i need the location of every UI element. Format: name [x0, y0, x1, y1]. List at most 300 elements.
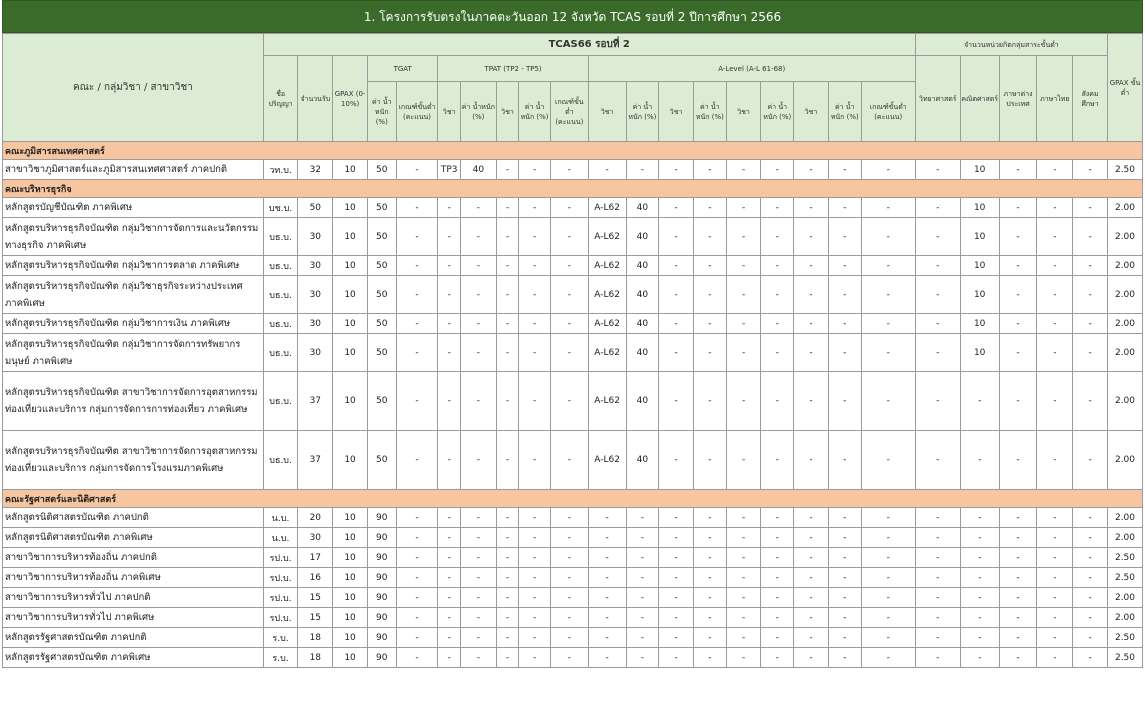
foreign-credit-cell: - — [999, 648, 1037, 668]
tpat-weight-2-cell: - — [519, 256, 551, 276]
science-credit-cell: - — [915, 198, 960, 218]
tpat-subject-2-cell: - — [496, 548, 518, 568]
math-credit-cell: - — [960, 628, 999, 648]
alevel-subject-3-cell: - — [726, 256, 761, 276]
table-row — [3, 568, 1143, 588]
tgat-min-cell: - — [396, 198, 438, 218]
thai-header: ภาษาไทย — [1037, 56, 1073, 142]
table-row — [3, 508, 1143, 528]
alevel-weight-3-cell: - — [761, 314, 794, 334]
gpax-min-cell: 2.00 — [1108, 276, 1143, 314]
alevel-subject-3-cell: - — [726, 218, 761, 256]
alevel-weight-1-cell: - — [626, 548, 659, 568]
science-credit-cell: - — [915, 314, 960, 334]
tpat-weight-1-cell: - — [460, 588, 496, 608]
tgat-min-cell: - — [396, 431, 438, 490]
gpax-min-cell: 2.00 — [1108, 608, 1143, 628]
alevel-header: A-Level (A-L 61-68) — [588, 56, 915, 82]
social-credit-cell: - — [1073, 218, 1108, 256]
alevel-subject-4-cell: - — [794, 508, 829, 528]
tgat-weight-cell: 50 — [367, 198, 396, 218]
tpat-weight-1-cell: - — [460, 568, 496, 588]
alevel-weight-4-cell: - — [828, 608, 861, 628]
alevel-weight-2-cell: - — [693, 314, 726, 334]
alevel-min-cell: - — [861, 256, 915, 276]
table-body — [3, 142, 1143, 668]
gpax-weight-cell: 10 — [333, 218, 368, 256]
thai-credit-cell: - — [1037, 648, 1073, 668]
tpat-weight-2-cell: - — [519, 508, 551, 528]
tpat-weight-1-cell: - — [460, 648, 496, 668]
tgat-min-cell: - — [396, 648, 438, 668]
gpax-min-cell: 2.50 — [1108, 628, 1143, 648]
tpat-subject-1-cell: - — [438, 528, 460, 548]
alevel-subject-3-cell: - — [726, 548, 761, 568]
tgat-min-cell: - — [396, 548, 438, 568]
tpat-subject-1-cell: - — [438, 568, 460, 588]
program-name-cell: หลักสูตรบริหารธุรกิจบัณฑิต กลุ่มวิชาการจัดการทรัพยากรมนุษย์ ภาคพิเศษ — [3, 334, 264, 372]
alevel-weight-3-cell: - — [761, 588, 794, 608]
gpax-min-cell: 2.50 — [1108, 160, 1143, 180]
tpat-weight-1-cell: - — [460, 608, 496, 628]
alevel-subject-1-cell: A-L62 — [588, 372, 626, 431]
table-row — [3, 528, 1143, 548]
tpat-subject-1-cell: - — [438, 548, 460, 568]
gpax-weight-cell: 10 — [333, 160, 368, 180]
alevel-weight-3-header: ค่า น้ำหนัก (%) — [761, 82, 794, 142]
gpax-weight-cell: 10 — [333, 314, 368, 334]
thai-credit-cell: - — [1037, 372, 1073, 431]
tpat-weight-1-cell: - — [460, 276, 496, 314]
tgat-weight-cell: 50 — [367, 431, 396, 490]
gpax-weight-cell: 10 — [333, 588, 368, 608]
alevel-min-header: เกณฑ์ขั้นต่ำ (คะแนน) — [861, 82, 915, 142]
alevel-subject-3-cell: - — [726, 528, 761, 548]
social-credit-cell: - — [1073, 548, 1108, 568]
tcas-group-header: TCAS66 รอบที่ 2 — [263, 34, 915, 56]
program-name-cell: หลักสูตรบริหารธุรกิจบัณฑิต สาขาวิชาการจัดการอุตสาหกรรมท่องเที่ยวและบริการ กลุ่มการจัดการการท่องเที่ยว ภาคพิเศษ — [3, 372, 264, 431]
alevel-min-cell: - — [861, 314, 915, 334]
tpat-weight-1-cell: - — [460, 528, 496, 548]
alevel-subject-4-cell: - — [794, 568, 829, 588]
alevel-subject-3-cell: - — [726, 314, 761, 334]
alevel-weight-2-cell: - — [693, 648, 726, 668]
alevel-subject-4-cell: - — [794, 648, 829, 668]
table-row — [3, 218, 1143, 256]
alevel-subject-2-cell: - — [659, 608, 694, 628]
alevel-subject-2-cell: - — [659, 548, 694, 568]
tpat-header: TPAT (TP2 - TP5) — [438, 56, 588, 82]
science-credit-cell: - — [915, 608, 960, 628]
foreign-credit-cell: - — [999, 508, 1037, 528]
tpat-weight-2-cell: - — [519, 372, 551, 431]
alevel-weight-4-cell: - — [828, 431, 861, 490]
math-credit-cell: 10 — [960, 334, 999, 372]
alevel-subject-4-cell: - — [794, 431, 829, 490]
alevel-subject-4-cell: - — [794, 588, 829, 608]
math-credit-cell: 10 — [960, 218, 999, 256]
alevel-weight-3-cell: - — [761, 218, 794, 256]
tgat-weight-cell: 90 — [367, 508, 396, 528]
tpat-weight-2-cell: - — [519, 568, 551, 588]
tpat-weight-2-cell: - — [519, 431, 551, 490]
degree-cell: ร.บ. — [263, 648, 298, 668]
table-row — [3, 314, 1143, 334]
alevel-min-cell: - — [861, 568, 915, 588]
social-credit-cell: - — [1073, 198, 1108, 218]
tpat-weight-2-cell: - — [519, 588, 551, 608]
program-name-cell: หลักสูตรรัฐศาสตรบัณฑิต ภาคปกติ — [3, 628, 264, 648]
alevel-subject-2-header: วิชา — [659, 82, 694, 142]
program-name-cell: หลักสูตรบริหารธุรกิจบัณฑิต กลุ่มวิชาการจัดการและนวัตกรรมทางธุรกิจ ภาคพิเศษ — [3, 218, 264, 256]
tpat-subject-1-header: วิชา — [438, 82, 460, 142]
tpat-subject-1-cell: - — [438, 276, 460, 314]
alevel-subject-1-cell: - — [588, 548, 626, 568]
gpax-weight-cell: 10 — [333, 431, 368, 490]
thai-credit-cell: - — [1037, 160, 1073, 180]
tgat-min-cell: - — [396, 372, 438, 431]
alevel-weight-3-cell: - — [761, 334, 794, 372]
tpat-min-cell: - — [550, 608, 588, 628]
alevel-weight-4-header: ค่า น้ำหนัก (%) — [828, 82, 861, 142]
thai-credit-cell: - — [1037, 198, 1073, 218]
alevel-weight-2-cell: - — [693, 528, 726, 548]
alevel-weight-4-cell: - — [828, 276, 861, 314]
foreign-credit-cell: - — [999, 608, 1037, 628]
alevel-subject-2-cell: - — [659, 528, 694, 548]
alevel-subject-1-cell: - — [588, 628, 626, 648]
alevel-weight-1-cell: 40 — [626, 256, 659, 276]
gpax-min-cell: 2.50 — [1108, 648, 1143, 668]
alevel-weight-4-cell: - — [828, 508, 861, 528]
alevel-weight-3-cell: - — [761, 628, 794, 648]
seats-cell: 37 — [298, 431, 333, 490]
tpat-min-header: เกณฑ์ขั้นต่ำ (คะแนน) — [550, 82, 588, 142]
thai-credit-cell: - — [1037, 334, 1073, 372]
alevel-weight-3-cell: - — [761, 528, 794, 548]
alevel-subject-4-cell: - — [794, 608, 829, 628]
alevel-subject-2-cell: - — [659, 276, 694, 314]
alevel-subject-2-cell: - — [659, 588, 694, 608]
gpax-min-cell: 2.00 — [1108, 431, 1143, 490]
alevel-subject-3-cell: - — [726, 628, 761, 648]
gpax-weight-cell: 10 — [333, 528, 368, 548]
tpat-weight-1-cell: - — [460, 431, 496, 490]
alevel-min-cell: - — [861, 276, 915, 314]
tgat-min-cell: - — [396, 588, 438, 608]
social-credit-cell: - — [1073, 431, 1108, 490]
tpat-subject-2-cell: - — [496, 314, 518, 334]
gpax-min-cell: 2.00 — [1108, 334, 1143, 372]
tpat-min-cell: - — [550, 648, 588, 668]
alevel-subject-4-cell: - — [794, 528, 829, 548]
gpax-min-cell: 2.00 — [1108, 588, 1143, 608]
degree-cell: น.บ. — [263, 528, 298, 548]
tgat-weight-cell: 90 — [367, 608, 396, 628]
thai-credit-cell: - — [1037, 276, 1073, 314]
tpat-subject-2-cell: - — [496, 568, 518, 588]
social-credit-cell: - — [1073, 334, 1108, 372]
math-credit-cell: - — [960, 528, 999, 548]
tpat-subject-1-cell: - — [438, 508, 460, 528]
alevel-weight-2-cell: - — [693, 628, 726, 648]
social-credit-cell: - — [1073, 568, 1108, 588]
tpat-subject-2-cell: - — [496, 588, 518, 608]
alevel-subject-1-cell: A-L62 — [588, 198, 626, 218]
alevel-weight-2-cell: - — [693, 568, 726, 588]
alevel-weight-3-cell: - — [761, 372, 794, 431]
tpat-subject-2-cell: - — [496, 431, 518, 490]
tpat-subject-1-cell: - — [438, 256, 460, 276]
alevel-weight-1-cell: - — [626, 628, 659, 648]
alevel-subject-1-cell: - — [588, 648, 626, 668]
gpax-min-cell: 2.00 — [1108, 508, 1143, 528]
table-row — [3, 334, 1143, 372]
alevel-weight-3-cell: - — [761, 276, 794, 314]
gpax-weight-cell: 10 — [333, 508, 368, 528]
tpat-weight-2-header: ค่า น้ำหนัก (%) — [519, 82, 551, 142]
tgat-min-cell: - — [396, 276, 438, 314]
alevel-subject-1-cell: A-L62 — [588, 431, 626, 490]
science-credit-cell: - — [915, 431, 960, 490]
tgat-weight-header: ค่า น้ำหนัก (%) — [367, 82, 396, 142]
admission-table — [2, 33, 1143, 668]
seats-cell: 20 — [298, 508, 333, 528]
math-credit-cell: - — [960, 548, 999, 568]
alevel-subject-4-cell: - — [794, 334, 829, 372]
tgat-weight-cell: 50 — [367, 314, 396, 334]
tgat-weight-cell: 50 — [367, 160, 396, 180]
alevel-weight-1-cell: - — [626, 528, 659, 548]
alevel-min-cell: - — [861, 608, 915, 628]
seats-cell: 32 — [298, 160, 333, 180]
table-row — [3, 628, 1143, 648]
science-credit-cell: - — [915, 508, 960, 528]
alevel-weight-1-cell: - — [626, 648, 659, 668]
gpax-min-cell: 2.00 — [1108, 528, 1143, 548]
alevel-min-cell: - — [861, 198, 915, 218]
thai-credit-cell: - — [1037, 508, 1073, 528]
alevel-subject-2-cell: - — [659, 372, 694, 431]
alevel-subject-2-cell: - — [659, 568, 694, 588]
alevel-weight-4-cell: - — [828, 372, 861, 431]
tpat-min-cell: - — [550, 431, 588, 490]
tpat-subject-2-cell: - — [496, 218, 518, 256]
tpat-subject-2-cell: - — [496, 160, 518, 180]
alevel-weight-3-cell: - — [761, 548, 794, 568]
thai-credit-cell: - — [1037, 588, 1073, 608]
thai-credit-cell: - — [1037, 608, 1073, 628]
math-credit-cell: - — [960, 431, 999, 490]
alevel-weight-3-cell: - — [761, 256, 794, 276]
tpat-weight-2-cell: - — [519, 160, 551, 180]
alevel-subject-1-cell: - — [588, 160, 626, 180]
tgat-min-cell: - — [396, 334, 438, 372]
alevel-subject-3-cell: - — [726, 372, 761, 431]
social-credit-cell: - — [1073, 276, 1108, 314]
alevel-min-cell: - — [861, 431, 915, 490]
alevel-min-cell: - — [861, 548, 915, 568]
alevel-weight-3-cell: - — [761, 648, 794, 668]
tpat-subject-2-cell: - — [496, 508, 518, 528]
alevel-weight-2-cell: - — [693, 334, 726, 372]
tpat-weight-1-cell: - — [460, 628, 496, 648]
alevel-subject-1-header: วิชา — [588, 82, 626, 142]
foreign-credit-cell: - — [999, 528, 1037, 548]
tgat-weight-cell: 90 — [367, 568, 396, 588]
alevel-subject-3-cell: - — [726, 160, 761, 180]
science-credit-cell: - — [915, 334, 960, 372]
alevel-subject-3-cell: - — [726, 198, 761, 218]
science-credit-cell: - — [915, 372, 960, 431]
gpax-weight-cell: 10 — [333, 608, 368, 628]
alevel-min-cell: - — [861, 372, 915, 431]
alevel-min-cell: - — [861, 508, 915, 528]
gpax-weight-cell: 10 — [333, 372, 368, 431]
seats-cell: 15 — [298, 608, 333, 628]
math-credit-cell: - — [960, 372, 999, 431]
tgat-weight-cell: 50 — [367, 276, 396, 314]
alevel-min-cell: - — [861, 528, 915, 548]
program-name-cell: สาขาวิชาการบริหารทั่วไป ภาคพิเศษ — [3, 608, 264, 628]
social-credit-cell: - — [1073, 160, 1108, 180]
alevel-weight-1-cell: 40 — [626, 372, 659, 431]
science-header: วิทยาศาสตร์ — [915, 56, 960, 142]
alevel-weight-1-cell: 40 — [626, 431, 659, 490]
tgat-min-header: เกณฑ์ขั้นต่ำ (คะแนน) — [396, 82, 438, 142]
gpax-min-cell: 2.50 — [1108, 548, 1143, 568]
alevel-subject-2-cell: - — [659, 628, 694, 648]
section-title: คณะบริหารธุรกิจ — [3, 180, 1143, 198]
alevel-weight-4-cell: - — [828, 528, 861, 548]
tgat-min-cell: - — [396, 628, 438, 648]
science-credit-cell: - — [915, 628, 960, 648]
program-name-cell: หลักสูตรบริหารธุรกิจบัณฑิต กลุ่มวิชาธุรกิจระหว่างประเทศ ภาคพิเศษ — [3, 276, 264, 314]
seats-cell: 30 — [298, 218, 333, 256]
tpat-subject-1-cell: TP3 — [438, 160, 460, 180]
tgat-weight-cell: 50 — [367, 256, 396, 276]
degree-header: ชื่อ ปริญญา — [263, 56, 298, 142]
social-credit-cell: - — [1073, 256, 1108, 276]
alevel-subject-4-cell: - — [794, 372, 829, 431]
tgat-weight-cell: 90 — [367, 548, 396, 568]
foreign-credit-cell: - — [999, 334, 1037, 372]
alevel-weight-2-cell: - — [693, 256, 726, 276]
table-row — [3, 548, 1143, 568]
alevel-weight-2-cell: - — [693, 218, 726, 256]
seats-cell: 30 — [298, 256, 333, 276]
admission-sheet — [2, 0, 1143, 668]
tpat-min-cell: - — [550, 276, 588, 314]
tpat-subject-1-cell: - — [438, 314, 460, 334]
tgat-min-cell: - — [396, 608, 438, 628]
alevel-weight-1-header: ค่า น้ำหนัก (%) — [626, 82, 659, 142]
social-credit-cell: - — [1073, 508, 1108, 528]
gpax-weight-header: GPAX (0-10%) — [333, 56, 368, 142]
thai-credit-cell: - — [1037, 256, 1073, 276]
alevel-subject-3-cell: - — [726, 648, 761, 668]
alevel-weight-1-cell: 40 — [626, 218, 659, 256]
alevel-subject-1-cell: A-L62 — [588, 314, 626, 334]
social-credit-cell: - — [1073, 648, 1108, 668]
tpat-weight-2-cell: - — [519, 628, 551, 648]
alevel-subject-1-cell: - — [588, 588, 626, 608]
tpat-subject-2-cell: - — [496, 334, 518, 372]
seats-cell: 17 — [298, 548, 333, 568]
alevel-weight-4-cell: - — [828, 588, 861, 608]
alevel-subject-4-cell: - — [794, 218, 829, 256]
alevel-weight-4-cell: - — [828, 648, 861, 668]
gpax-weight-cell: 10 — [333, 256, 368, 276]
degree-cell: บธ.บ. — [263, 256, 298, 276]
tpat-subject-1-cell: - — [438, 588, 460, 608]
math-credit-cell: - — [960, 648, 999, 668]
tgat-min-cell: - — [396, 314, 438, 334]
seats-cell: 37 — [298, 372, 333, 431]
tpat-subject-2-header: วิชา — [496, 82, 518, 142]
thai-credit-cell: - — [1037, 568, 1073, 588]
alevel-weight-3-cell: - — [761, 198, 794, 218]
alevel-weight-3-cell: - — [761, 508, 794, 528]
foreign-credit-cell: - — [999, 276, 1037, 314]
table-row — [3, 608, 1143, 628]
alevel-subject-4-cell: - — [794, 256, 829, 276]
table-row — [3, 588, 1143, 608]
alevel-subject-3-cell: - — [726, 588, 761, 608]
tpat-weight-2-cell: - — [519, 548, 551, 568]
alevel-min-cell: - — [861, 648, 915, 668]
science-credit-cell: - — [915, 256, 960, 276]
foreign-credit-cell: - — [999, 372, 1037, 431]
gpax-min-cell: 2.00 — [1108, 256, 1143, 276]
program-name-cell: สาขาวิชาภูมิศาสตร์และภูมิสารสนเทศศาสตร์ ภาคปกติ — [3, 160, 264, 180]
tpat-subject-2-cell: - — [496, 256, 518, 276]
gpax-min-cell: 2.00 — [1108, 198, 1143, 218]
alevel-min-cell: - — [861, 160, 915, 180]
alevel-weight-4-cell: - — [828, 628, 861, 648]
foreign-credit-cell: - — [999, 218, 1037, 256]
social-header: สังคม ศึกษา — [1073, 56, 1108, 142]
alevel-weight-3-cell: - — [761, 608, 794, 628]
alevel-subject-1-cell: A-L62 — [588, 218, 626, 256]
gpax-weight-cell: 10 — [333, 276, 368, 314]
alevel-weight-2-header: ค่า น้ำหนัก (%) — [693, 82, 726, 142]
degree-cell: บธ.บ. — [263, 276, 298, 314]
alevel-weight-4-cell: - — [828, 548, 861, 568]
alevel-subject-3-cell: - — [726, 568, 761, 588]
thai-credit-cell: - — [1037, 528, 1073, 548]
tpat-weight-1-cell: - — [460, 508, 496, 528]
alevel-subject-1-cell: A-L62 — [588, 256, 626, 276]
section-row — [3, 142, 1143, 160]
science-credit-cell: - — [915, 218, 960, 256]
degree-cell: บธ.บ. — [263, 372, 298, 431]
social-credit-cell: - — [1073, 628, 1108, 648]
degree-cell: บธ.บ. — [263, 218, 298, 256]
alevel-subject-2-cell: - — [659, 648, 694, 668]
seats-cell: 16 — [298, 568, 333, 588]
social-credit-cell: - — [1073, 608, 1108, 628]
math-credit-cell: 10 — [960, 256, 999, 276]
gpax-min-cell: 2.50 — [1108, 568, 1143, 588]
sheet-title: 1. โครงการรับตรงในภาคตะวันออก 12 จังหวัด TCAS รอบที่ 2 ปีการศึกษา 2566 — [2, 0, 1143, 33]
tgat-weight-cell: 90 — [367, 648, 396, 668]
section-row — [3, 180, 1143, 198]
gpax-weight-cell: 10 — [333, 334, 368, 372]
program-name-cell: หลักสูตรบัญชีบัณฑิต ภาคพิเศษ — [3, 198, 264, 218]
math-credit-cell: 10 — [960, 198, 999, 218]
tpat-subject-2-cell: - — [496, 276, 518, 314]
